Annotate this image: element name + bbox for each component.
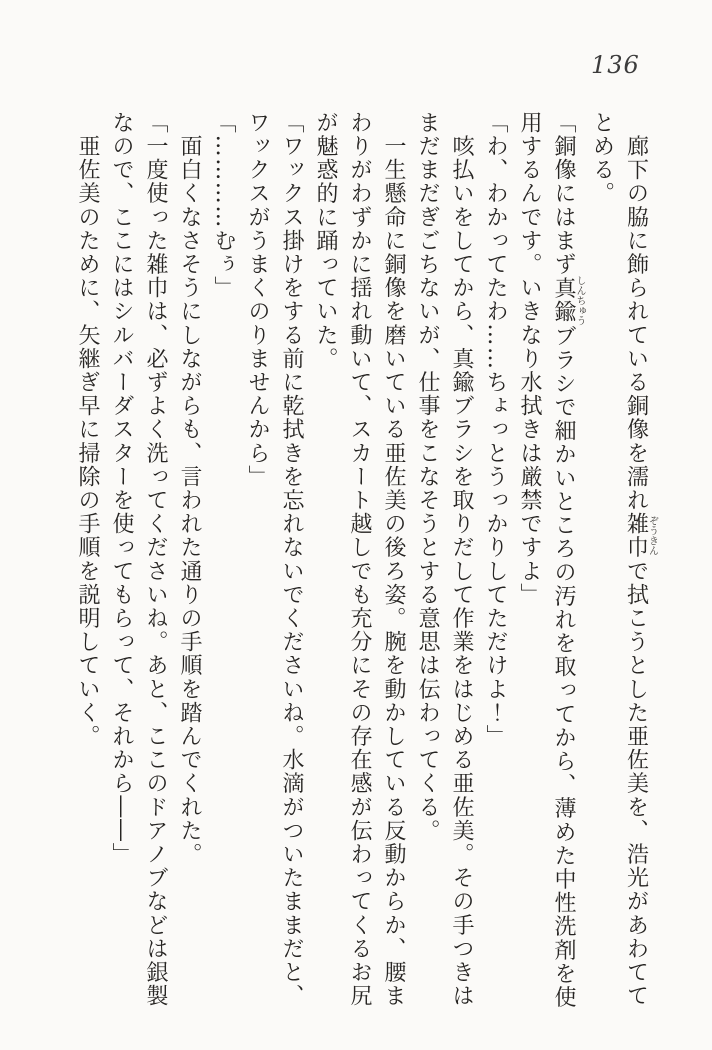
text-line: 用するんです。いきなり水拭きは厳禁ですよ」 [517, 111, 542, 607]
text-line: が魅惑的に踊っていた。 [313, 111, 338, 371]
ruby-base: 雑巾 [623, 512, 649, 560]
text-line: とめる。 [589, 111, 615, 206]
page-number: 136 [591, 51, 640, 79]
line-post: ブラシで細かいところの汚れを取ってから、薄めた中性洗剤を使 [551, 324, 576, 1010]
text-line: 「わ、わかってたわ……ちょっとうっかりしてただけよ！」 [483, 111, 508, 749]
text-line: 一生懸命に銅像を磨いている亜佐美の後ろ姿。腕を動かしている反動からか、腰ま [381, 111, 406, 1008]
text-line: まだまだぎごちないが、仕事をこなそうとする意思は伝わってくる。 [415, 111, 440, 843]
text-line: 「一度使った雑巾は、必ずよく洗ってくださいね。あと、ここのドアノブなどは銀製 [143, 111, 168, 1008]
text-body [65, 111, 657, 1031]
text-line [546, 111, 585, 1031]
text-line: 咳払いをしてから、真鍮ブラシを取りだして作業をはじめる亜佐美。その手つきは [449, 111, 474, 1008]
text-line: わりがわずかに揺れ動いて、スカート越しでも充分にその存在感が伝わってくるお尻 [347, 111, 372, 1008]
text-line: なので、ここにはシルバーダスターを使ってもらって、それから――」 [109, 111, 134, 867]
line-pre: 廊下の脇に飾られている銅像を濡れ [623, 111, 649, 513]
ruby-word [551, 275, 585, 326]
line-pre: 「銅像にはまず [551, 111, 576, 277]
text-line [619, 111, 658, 1031]
ruby-word [623, 512, 658, 560]
text-line: 「ワックス掛けをする前に乾拭きを忘れないでくださいね。水滴がついたままだと、 [279, 111, 304, 1008]
text-line: 面白くなさそうにしながらも、言われた通りの手順を踏んでくれた。 [177, 111, 202, 867]
furigana: しんちゅう [574, 275, 585, 326]
text-line: 亜佐美のために、矢継ぎ早に掃除の手順を説明していく。 [75, 111, 100, 749]
line-post: で拭こうとした亜佐美を、浩光があわてて [623, 559, 649, 1008]
text-line: ワックスがうまくのりませんから」 [245, 111, 270, 489]
ruby-base: 真鍮 [551, 275, 576, 326]
text-line: 「…………むぅ」 [211, 111, 236, 300]
furigana: ぞうきん [646, 512, 658, 560]
